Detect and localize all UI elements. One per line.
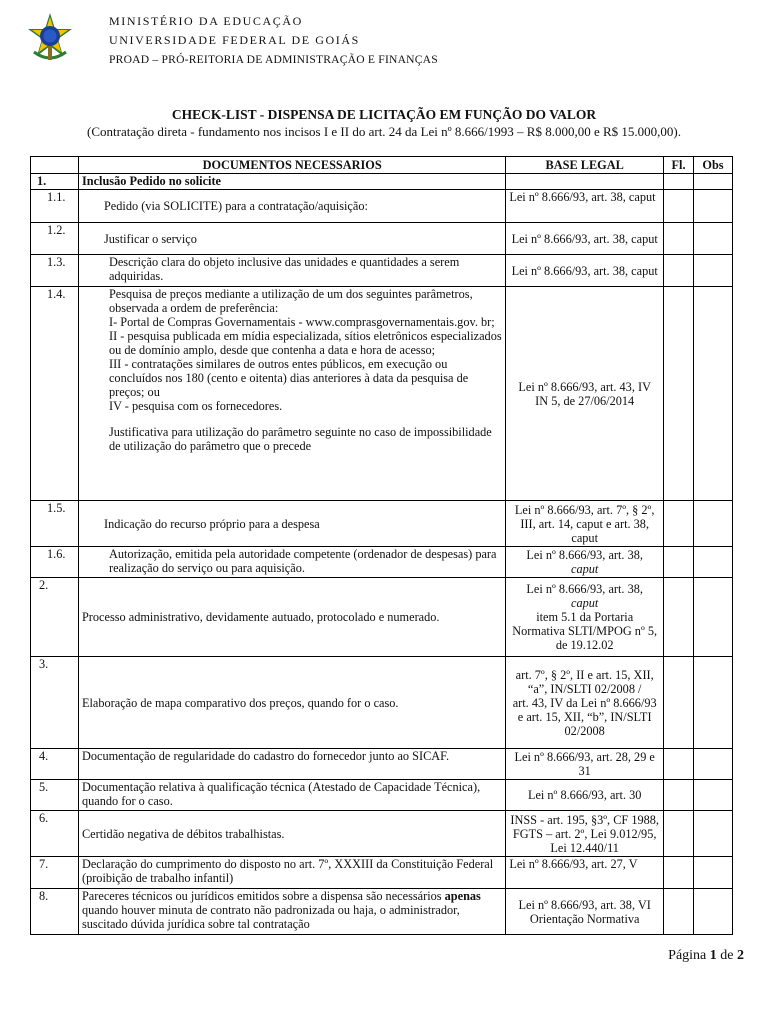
row-description: Descrição clara do objeto inclusive das unidades e quantidades a serem adquiridas. [78, 255, 505, 287]
row-description: Autorização, emitida pela autoridade competente (ordenador de despesas) para realização do serviço ou para aquisição. [78, 547, 505, 578]
row-law [506, 889, 664, 935]
row-description: Elaboração de mapa comparativo dos preços, quando for o caso. [78, 657, 505, 749]
ministry-name: MINISTÉRIO DA EDUCAÇÃO [109, 14, 303, 28]
row-paragraph: Justificativa para utilização do parâmetro seguinte no caso de impossibilidade de utilização do parâmetro que o precede [108, 425, 492, 453]
page-separator: de [720, 948, 734, 963]
table-row [31, 889, 733, 935]
row-description-text: Pedido (via SOLICITE) para a contratação/aquisição: [103, 199, 368, 213]
row-number: 5. [31, 780, 79, 811]
letterhead [24, 12, 744, 72]
row-law-line: item 5.1 da Portaria Normativa SLTI/MPOG nº 5, de 19.12.02 [512, 610, 658, 652]
table-row [31, 190, 733, 223]
row-fl-cell[interactable] [664, 889, 694, 935]
row-description [78, 223, 505, 255]
brazil-coat-of-arms-icon [24, 12, 76, 64]
row-fl-cell[interactable] [664, 223, 694, 255]
table-row [31, 780, 733, 811]
row-emphasis: apenas [444, 889, 481, 903]
row-law: Lei nº 8.666/93, art. 7º, § 2º, III, art. 14, caput e art. 38, caput [506, 501, 664, 547]
table-row [31, 578, 733, 657]
row-obs-cell[interactable] [694, 547, 733, 578]
row-law: Lei nº 8.666/93, art. 27, V [506, 857, 664, 889]
row-fl-cell[interactable] [664, 857, 694, 889]
row-law: Lei nº 8.666/93, art. 28, 29 e 31 [506, 749, 664, 780]
row-law-line: caput [571, 562, 599, 576]
row-law [506, 287, 664, 501]
row-obs-cell[interactable] [694, 749, 733, 780]
row-description: Documentação relativa à qualificação técnica (Atestado de Capacidade Técnica), quando for o caso. [78, 780, 505, 811]
row-number: 3. [31, 657, 79, 749]
row-obs-cell[interactable] [694, 501, 733, 547]
row-number: 1.2. [31, 223, 79, 255]
table-row [31, 749, 733, 780]
row-fl-cell[interactable] [664, 287, 694, 501]
table-row [31, 255, 733, 287]
row-number: 8. [31, 889, 79, 935]
row-law-line: Lei nº 8.666/93, art. 43, IV [518, 379, 651, 394]
row-law-line: Orientação Normativa [529, 911, 640, 926]
row-law [506, 657, 664, 749]
table-row [31, 287, 733, 501]
col-header-obs: Obs [694, 157, 733, 174]
row-paragraph: II - pesquisa publicada em mídia especializada, sítios eletrônicos especializados ou de domínio amplo, desde que contenha a data e hora de acesso; [108, 329, 502, 357]
table-row [31, 501, 733, 547]
row-fl-cell[interactable] [664, 811, 694, 857]
row-number: 1.5. [31, 501, 79, 547]
table-header-row [31, 157, 733, 174]
row-description [78, 287, 505, 501]
row-law-line: Lei nº 8.666/93, art. 38, [526, 582, 643, 596]
row-description-text: Indicação do recurso próprio para a despesa [103, 516, 320, 531]
row-obs-cell[interactable] [694, 857, 733, 889]
current-page: 1 [709, 948, 717, 963]
row-obs-cell[interactable] [694, 174, 733, 190]
row-fl-cell[interactable] [664, 780, 694, 811]
row-paragraph: Pesquisa de preços mediante a utilização de um dos seguintes parâmetros, observada a ordem de preferência: [108, 287, 473, 315]
total-pages: 2 [737, 948, 744, 963]
row-law: Lei nº 8.666/93, art. 38, caput [506, 255, 664, 287]
table-row [31, 857, 733, 889]
row-law-line: art. 43, IV da Lei nº 8.666/93 e art. 15, XII, “b”, IN/SLTI 02/2008 [512, 695, 657, 738]
row-fl-cell[interactable] [664, 657, 694, 749]
col-header-empty [31, 157, 79, 174]
row-paragraph: IV - pesquisa com os fornecedores. [108, 399, 283, 413]
row-obs-cell[interactable] [694, 889, 733, 935]
row-number: 7. [31, 857, 79, 889]
row-law [506, 547, 664, 578]
row-obs-cell[interactable] [694, 657, 733, 749]
row-fl-cell[interactable] [664, 501, 694, 547]
table-row [31, 657, 733, 749]
row-fl-cell[interactable] [664, 174, 694, 190]
row-description [78, 889, 505, 935]
row-law: Lei nº 8.666/93, art. 30 [506, 780, 664, 811]
row-fl-cell[interactable] [664, 578, 694, 657]
row-obs-cell[interactable] [694, 255, 733, 287]
col-header-docs: DOCUMENTOS NECESSARIOS [78, 157, 505, 174]
row-description [78, 501, 505, 547]
row-law-line: caput [571, 596, 599, 610]
row-law [506, 578, 664, 657]
table-row [31, 223, 733, 255]
row-paragraph: III - contratações similares de outros entes públicos, em execução ou concluídos nos 180 (cento e oitenta) dias anteriores à data da pesquisa de preços; ou [108, 357, 469, 399]
row-obs-cell[interactable] [694, 190, 733, 223]
row-law-line: IN 5, de 27/06/2014 [535, 393, 635, 408]
row-fl-cell[interactable] [664, 255, 694, 287]
page-number [668, 948, 744, 964]
row-number: 4. [31, 749, 79, 780]
row-description-text: quando houver minuta de contrato não padronizada ou haja, o administrador, suscitado dúvida jurídica sobre tal contratação [81, 903, 460, 931]
row-number: 1.4. [31, 287, 79, 501]
row-description: Documentação de regularidade do cadastro do fornecedor junto ao SICAF. [78, 749, 505, 780]
page-label: Página [668, 948, 707, 963]
row-number: 1.1. [31, 190, 79, 223]
row-law [506, 174, 664, 190]
row-obs-cell[interactable] [694, 811, 733, 857]
row-fl-cell[interactable] [664, 190, 694, 223]
checklist-table [30, 156, 733, 935]
row-fl-cell[interactable] [664, 749, 694, 780]
row-law-line: Lei nº 8.666/93, art. 38, VI [518, 897, 651, 912]
row-description-text: Pareceres técnicos ou jurídicos emitidos sobre a dispensa são necessários [81, 889, 442, 903]
row-law: Lei nº 8.666/93, art. 38, caput [506, 190, 664, 223]
row-number: 1. [31, 174, 79, 190]
row-law: INSS - art. 195, §3º, CF 1988, FGTS – art. 2º, Lei 9.012/95, Lei 12.440/11 [506, 811, 664, 857]
row-spacer [109, 413, 502, 425]
university-name: UNIVERSIDADE FEDERAL DE GOIÁS [109, 33, 360, 47]
row-number: 1.3. [31, 255, 79, 287]
table-row [31, 174, 733, 190]
row-description: Certidão negativa de débitos trabalhistas. [78, 811, 505, 857]
col-header-base: BASE LEGAL [506, 157, 664, 174]
row-description: Processo administrativo, devidamente autuado, protocolado e numerado. [78, 578, 505, 657]
row-description-text: Justificar o serviço [103, 231, 197, 246]
row-obs-cell[interactable] [694, 578, 733, 657]
row-obs-cell[interactable] [694, 287, 733, 501]
row-description: Declaração do cumprimento do disposto no art. 7º, XXXIII da Constituição Federal (proibição de trabalho infantil) [78, 857, 505, 889]
row-law-line: Lei nº 8.666/93, art. 38, [526, 548, 643, 562]
document-title: CHECK-LIST - DISPENSA DE LICITAÇÃO EM FUNÇÃO DO VALOR [171, 107, 597, 122]
row-number: 2. [31, 578, 79, 657]
table-row [31, 811, 733, 857]
row-law-line: art. 7º, § 2º, II e art. 15, XII, “a”, IN/SLTI 02/2008 / [515, 667, 654, 696]
department-name: PROAD – PRÓ-REITORIA DE ADMINISTRAÇÃO E FINANÇAS [109, 53, 438, 66]
col-header-fl: Fl. [664, 157, 694, 174]
row-obs-cell[interactable] [694, 223, 733, 255]
row-description [78, 190, 505, 223]
row-number: 1.6. [31, 547, 79, 578]
row-obs-cell[interactable] [694, 780, 733, 811]
row-fl-cell[interactable] [664, 547, 694, 578]
row-number: 6. [31, 811, 79, 857]
row-paragraph: I- Portal de Compras Governamentais - www.comprasgovernamentais.gov. br; [108, 315, 495, 329]
document-subtitle: (Contratação direta - fundamento nos incisos I e II do art. 24 da Lei nº 8.666/1993 – R$ 8.000,00 e R$ 15.000,00). [87, 124, 681, 139]
row-law: Lei nº 8.666/93, art. 38, caput [506, 223, 664, 255]
table-row [31, 547, 733, 578]
row-description: Inclusão Pedido no solicite [78, 174, 505, 190]
